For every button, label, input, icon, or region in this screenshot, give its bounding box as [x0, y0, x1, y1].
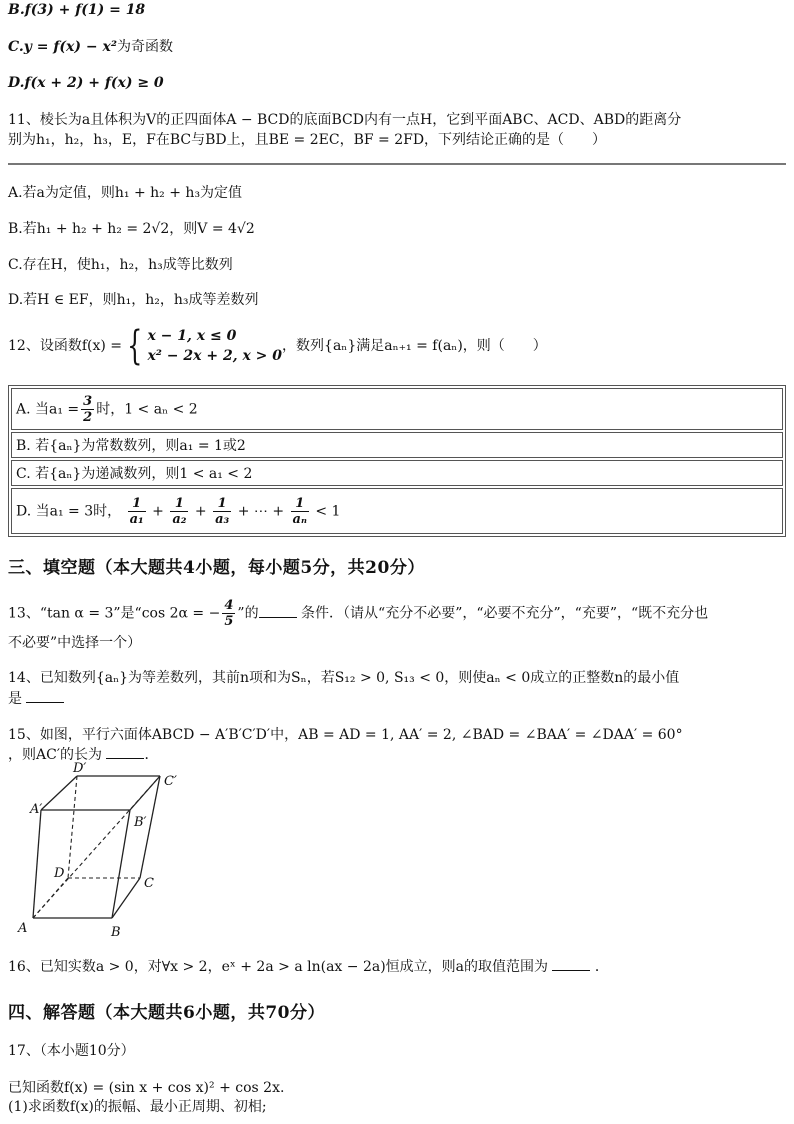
q16-line: 16、已知实数a > 0，对∀x > 2，eˣ + 2a > a ln(ax − 2a)恒成立，则a的取值范围为 ． — [8, 959, 609, 975]
section-3-heading: 三、填空题（本大题共4小题，每小题5分，共20分） — [8, 558, 425, 578]
q12-stem: 12、设函数f(x) = { x − 1, x ≤ 0 x² − 2x + 2, x > 0 ，数列{aₙ}满足aₙ₊₁ = f(aₙ)，则（ ） — [8, 323, 547, 369]
q10-option-c: C.y = f(x) − x²为奇函数 — [8, 39, 173, 55]
label-c: C — [144, 876, 154, 891]
q17-line1: 已知函数f(x) = (sin x + cos x)² + cos 2x. — [8, 1080, 285, 1096]
table-row — [11, 488, 783, 534]
q11-option-a: A.若a为定值，则h₁ + h₂ + h₃为定值 — [8, 185, 243, 201]
q11-option-c: C.存在H，使h₁，h₂，h₃成等比数列 — [8, 257, 233, 273]
label-a1: A′ — [30, 802, 43, 817]
q11-stem-line1: 11、棱长为a且体积为V的正四面体A − BCD的底面BCD内有一点H，它到平面ABC、ACD、ABD的距离分 — [8, 112, 682, 128]
label-c1: C′ — [164, 774, 177, 789]
q12-option-d: D. 当a₁ = 3时， $\frac{1}{\text{a₁}}$ + $\frac{1}{\text{a₂}}$ + $\frac{1}{\text{a₃}}$ + ⋯ + $\frac{1}{\text{aₙ}}$ < 1 — [11, 488, 783, 534]
q11-option-d: D.若H ∈ EF，则h₁，h₂，h₃成等差数列 — [8, 292, 259, 308]
q10-option-b: B.f(3) + f(1) = 18 — [8, 2, 146, 18]
label-a: A — [18, 921, 28, 936]
table-row — [11, 460, 783, 486]
q16-blank[interactable] — [552, 958, 590, 971]
label-d: D — [54, 866, 65, 881]
q12-option-b: B. 若{aₙ}为常数数列，则a₁ = 1或2 — [11, 432, 783, 458]
edge-a1-d1 — [41, 776, 77, 810]
label-d1: D′ — [73, 761, 87, 776]
q10-option-d: D.f(x + 2) + f(x) ≥ 0 — [8, 75, 164, 91]
q11-option-b: B.若h₁ + h₂ + h₂ = 2√2，则V = 4√2 — [8, 221, 255, 237]
q13-line1: 13、“tan α = 3”是“cos 2α = − $\frac{4}{5}$ ”的 条件．（请从“充分不必要”，“必要不充分”，“充要”，“既不充分也 — [8, 598, 709, 629]
edge-a1-a — [33, 810, 41, 918]
q14-line1: 14、已知数列{aₙ}为等差数列，其前n项和为Sₙ，若S₁₂ > 0, S₁₃ < 0，则使aₙ < 0成立的正整数n的最小值 — [8, 670, 680, 686]
q14-line2: 是 — [8, 689, 64, 709]
q17-line2: (1)求函数f(x)的振幅、最小正周期、初相; — [8, 1099, 267, 1115]
q12-option-c: C. 若{aₙ}为递减数列，则1 < a₁ < 2 — [11, 460, 783, 486]
section-4-heading: 四、解答题（本大题共6小题，共70分） — [8, 1003, 325, 1023]
label-b: B — [111, 925, 121, 940]
q15-line2: ，则AC′的长为 ． — [8, 747, 159, 763]
edge-b-c — [112, 878, 140, 918]
q12-options-table — [8, 385, 786, 537]
q15-line1: 15、如图，平行六面体ABCD − A′B′C′D′中，AB = AD = 1, AA′ = 2, ∠BAD = ∠BAA′ = ∠DAA′ = 60° — [8, 727, 683, 743]
q12-option-a: A. 当a₁ = $\frac{3}{2}$ 时，1 < aₙ < 2 — [11, 388, 783, 430]
label-b1: B′ — [134, 815, 147, 830]
q15-blank[interactable] — [106, 746, 144, 759]
parallelepiped-figure — [0, 760, 200, 945]
edge-d1-d — [68, 776, 77, 878]
q17-heading: 17、（本小题10分） — [8, 1043, 135, 1059]
table-row — [11, 432, 783, 458]
table-row — [11, 388, 783, 430]
q13-line2: 不必要”中选择一个） — [8, 635, 142, 651]
divider — [8, 163, 786, 165]
diagonal-a-c1 — [33, 776, 160, 918]
q13-blank[interactable] — [259, 605, 297, 618]
q11-stem-line2: 别为h₁，h₂，h₃，E，F在BC与BD上，且BE = 2EC，BF = 2FD，下列结论正确的是（ ） — [8, 132, 607, 148]
q14-blank[interactable] — [26, 690, 64, 703]
